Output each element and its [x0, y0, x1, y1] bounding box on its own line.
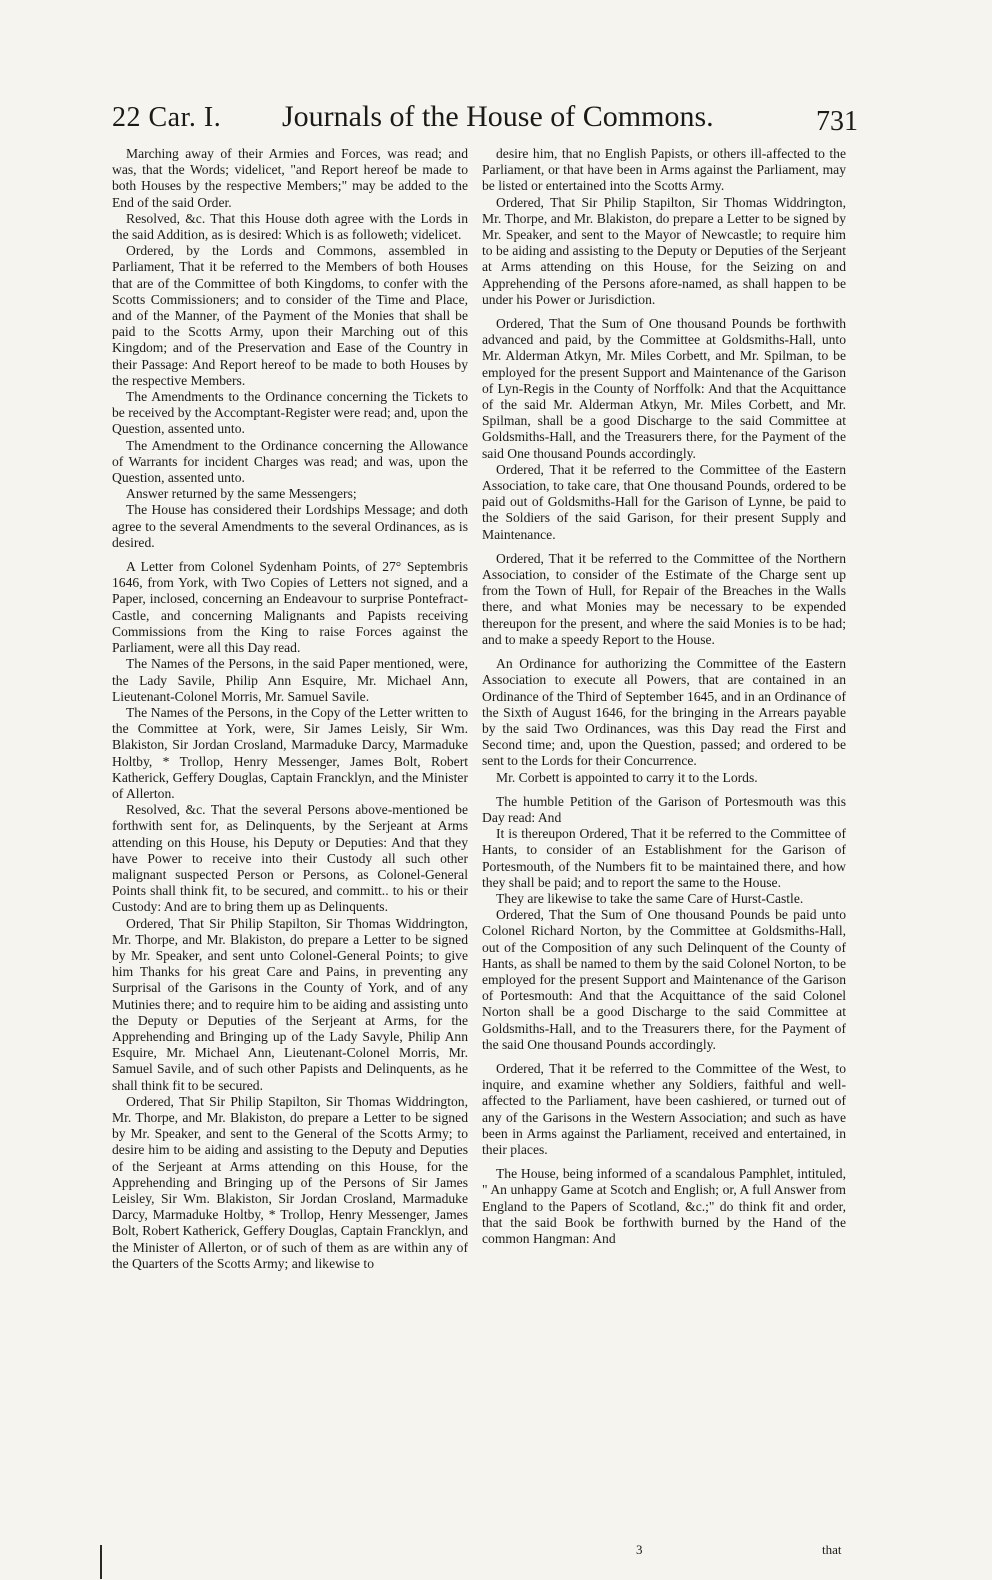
paragraph: The House, being informed of a scandalous Pamphlet, intituled, " An unhappy Game at Scotch and English; or, A full Answer from England to the Papers of Scotland, &c.;" do think fit and order, that the said Book be forthwith burned by the Hand of the common Hangman: And: [482, 1166, 846, 1246]
catchword: that: [822, 1542, 842, 1557]
paragraph: Ordered, by the Lords and Commons, assembled in Parliament, That it be referred to the Members of both Houses that are of the Committee of both Kingdoms, to confer with the Scotts Commissioners; and to consider of the Time and Place, and of the Manner, of the Payment of the Monies that shall be paid to the Scotts Army, upon their Marching out of this Kingdom; and of the Preservation and Ease of the Country in their Passage: And Report hereof to be made to both Houses by the respective Members.: [112, 243, 468, 388]
page-header: [112, 100, 858, 140]
page-number: 731: [816, 106, 858, 137]
paragraph: Ordered, That Sir Philip Stapilton, Sir Thomas Widdrington, Mr. Thorpe, and Mr. Blakiston, do prepare a Letter to be signed by Mr. Speaker, and sent unto Colonel-General Points; to give him Thanks for his great Care and Pains, in preventing any Surprisal of the Garisons in the County of York, and of any Mutinies there; and to require him to be aiding and assisting unto the Deputy or Deputies of the Serjeant at Arms, for the Apprehending and Bringing up of the Lady Savyle, Philip Ann Esquire, Mr. Michael Ann, Lieutenant-Colonel Morris, Mr. Samuel Savile, and of such other Papists and Delinquents, as he shall think fit to be secured.: [112, 915, 468, 1093]
paragraph: The Amendment to the Ordinance concerning the Allowance of Warrants for incident Charges was read; and was, upon the Question, assented unto.: [112, 437, 468, 486]
paragraph: Ordered, That the Sum of One thousand Pounds be forthwith advanced and paid, by the Committee at Goldsmiths-Hall, unto Mr. Alderman Atkyn, Mr. Miles Corbett, and Mr. Spilman, to be employed for the present Support and Maintenance of the Garison of Lyn-Regis in the County of Norffolk: And that the Acquittance of the said Mr. Alderman Atkyn, Mr. Miles Corbett, and Mr. Spilman, shall be a good Discharge to the said Committee at Goldsmiths-Hall, and the Treasurers there, for the Payment of the said One thousand Pounds accordingly.: [482, 316, 846, 461]
paragraph: The humble Petition of the Garison of Portesmouth was this Day read: And: [482, 793, 846, 825]
paragraph: They are likewise to take the same Care of Hurst-Castle.: [496, 890, 804, 906]
paragraph: Ordered, That the Sum of One thousand Pounds be paid unto Colonel Richard Norton, by the Committee at Goldsmiths-Hall, out of the Composition of any such Delinquent of the County of Hants, as shall be named to them by the said Colonel Norton, to be employed for the present Support and Maintenance of the Garison of Portesmouth: And that the Acquittance of the said Colonel Norton shall be a good Discharge to the said Committee at Goldsmiths-Hall, and to the Treasurers there, for the Payment of the said One thousand Pounds accordingly.: [482, 907, 846, 1052]
binding-edge-mark: [100, 1545, 102, 1579]
paragraph: The Names of the Persons, in the said Paper mentioned, were, the Lady Savile, Philip Ann Esquire, Mr. Michael Ann, Lieutenant-Colonel Morris, Mr. Samuel Savile.: [112, 656, 468, 704]
paragraph: Ordered, That it be referred to the Committee of the West, to inquire, and examine whether any Soldiers, faithful and well-affected to the Parliament, have been cashiered, or turned out of any of the Garisons in the Western Association; and such as have been in Arms against the Parliament, received and entertained, in their places.: [482, 1060, 846, 1157]
paragraph: The Names of the Persons, in the Copy of the Letter written to the Committee at York, were, Sir James Leisly, Sir Wm. Blakiston, Sir Jordan Crosland, Marmaduke Darcy, Marmaduke Holtby, * Trollop, Henry Messenger, James Bolt, Robert Katherick, Geffery Douglas, Captain Francklyn, and the Minister of Allerton.: [112, 704, 468, 801]
paragraph: The House has considered their Lordships Message; and doth agree to the several Amendments to the several Ordinances, as is desired.: [112, 502, 468, 550]
paragraph: It is thereupon Ordered, That it be referred to the Committee of Hants, to consider of an Establishment for the Garison of Portesmouth, of the Numbers fit to be maintained there, and how they shall be paid; and to report the same to the House.: [482, 826, 846, 890]
paragraph: Mr. Corbett is appointed to carry it to the Lords.: [496, 769, 758, 785]
paragraph: Answer returned by the same Messengers;: [126, 486, 357, 502]
paragraph: Ordered, That it be referred to the Committee of the Northern Association, to consider of the Estimate of the Charge sent up from the Town of Hull, for Repair of the Breaches in the Walls there, and what Monies may be necessary to be expended thereupon for the present, and where the said Monies is to be had; and to make a speedy Report to the House.: [482, 550, 846, 647]
right-column: [482, 146, 846, 1247]
paragraph: Ordered, That it be referred to the Committee of the Eastern Association, to take care, that One thousand Pounds, ordered to be paid out of Goldsmiths-Hall for the Garison of Lynne, be paid to the Soldiers of the said Garison, for their present Supply and Maintenance.: [482, 461, 846, 542]
paragraph: Ordered, That Sir Philip Stapilton, Sir Thomas Widdrington, Mr. Thorpe, and Mr. Blakiston, do prepare a Letter to be signed by Mr. Speaker, and sent to the Mayor of Newcastle; to require him to be aiding and assisting to the Deputy or Deputies of the Serjeant at Arms attending on this House, for the Seizing on and Apprehending of the Persons afore-named, as shall happen to be under his Power or Jurisdiction.: [482, 194, 846, 307]
left-column: [112, 146, 468, 1272]
running-title: Journals of the House of Commons.: [282, 100, 714, 133]
regnal-year: 22 Car. I.: [112, 102, 222, 133]
signature-mark: 3: [636, 1542, 643, 1557]
paragraph: An Ordinance for authorizing the Committee of the Eastern Association to execute all Powers, that are contained in an Ordinance of the Third of September 1645, and in an Ordinance of the Sixth of August 1646, for the bringing in the Arrears payable by the said Two Ordinances, was this Day read the First and Second time; and, upon the Question, passed; and ordered to be sent to the Lords for their Concurrence.: [482, 656, 846, 769]
paragraph: Marching away of their Armies and Forces, was read; and was, that the Words; videlicet, "and Report hereof be made to both Houses by the respective Members;" may be added to the End of the said Order.: [112, 146, 468, 210]
paragraph: Ordered, That Sir Philip Stapilton, Sir Thomas Widdrington, Mr. Thorpe, and Mr. Blakiston, do prepare a Letter to be signed by Mr. Speaker, and sent to the General of the Scotts Army; to desire him to be aiding and assisting to the Deputy and Deputies of the Serjeant at Arms attending on this House, for the Apprehending and Bringing up of the Persons of Sir James Leisley, Sir Wm. Blakiston, Sir Jordan Crosland, Marmaduke Darcy, Marmaduke Holtby, * Trollop, Henry Messenger, James Bolt, Robert Katherick, Geffery Douglas, Captain Francklyn, and the Minister of Allerton, or of such of them as are within any of the Quarters of the Scotts Army; and likewise to: [112, 1093, 468, 1271]
paragraph: Resolved, &c. That the several Persons above-mentioned be forthwith sent for, as Delinquents, by the Serjeant at Arms attending on this House, his Deputy or Deputies: And that they have Power to receive into their Custody all such other malignant suspected Person or Persons, as Colonel-General Points shall think fit, to be secured, and committ.. to his or their Custody: And are to bring them up as Delinquents.: [112, 802, 468, 915]
paragraph: The Amendments to the Ordinance concerning the Tickets to be received by the Accomptant-Register were read; and, upon the Question, assented unto.: [112, 389, 468, 437]
paragraph: A Letter from Colonel Sydenham Points, of 27° Septembris 1646, from York, with Two Copies of Letters not signed, and a Paper, inclosed, concerning an Endeavour to surprise Pontefract-Castle, and concerning Malignants and Papists receiving Commissions from the King to raise Forces against the Parliament, were all this Day read.: [112, 559, 468, 656]
paragraph: Resolved, &c. That this House doth agree with the Lords in the said Addition, as is desired: Which is as followeth; videlicet.: [112, 210, 468, 243]
paragraph: desire him, that no English Papists, or others ill-affected to the Parliament, or that have been in Arms against the Parliament, may be listed or entertained into the Scotts Army.: [482, 146, 846, 194]
